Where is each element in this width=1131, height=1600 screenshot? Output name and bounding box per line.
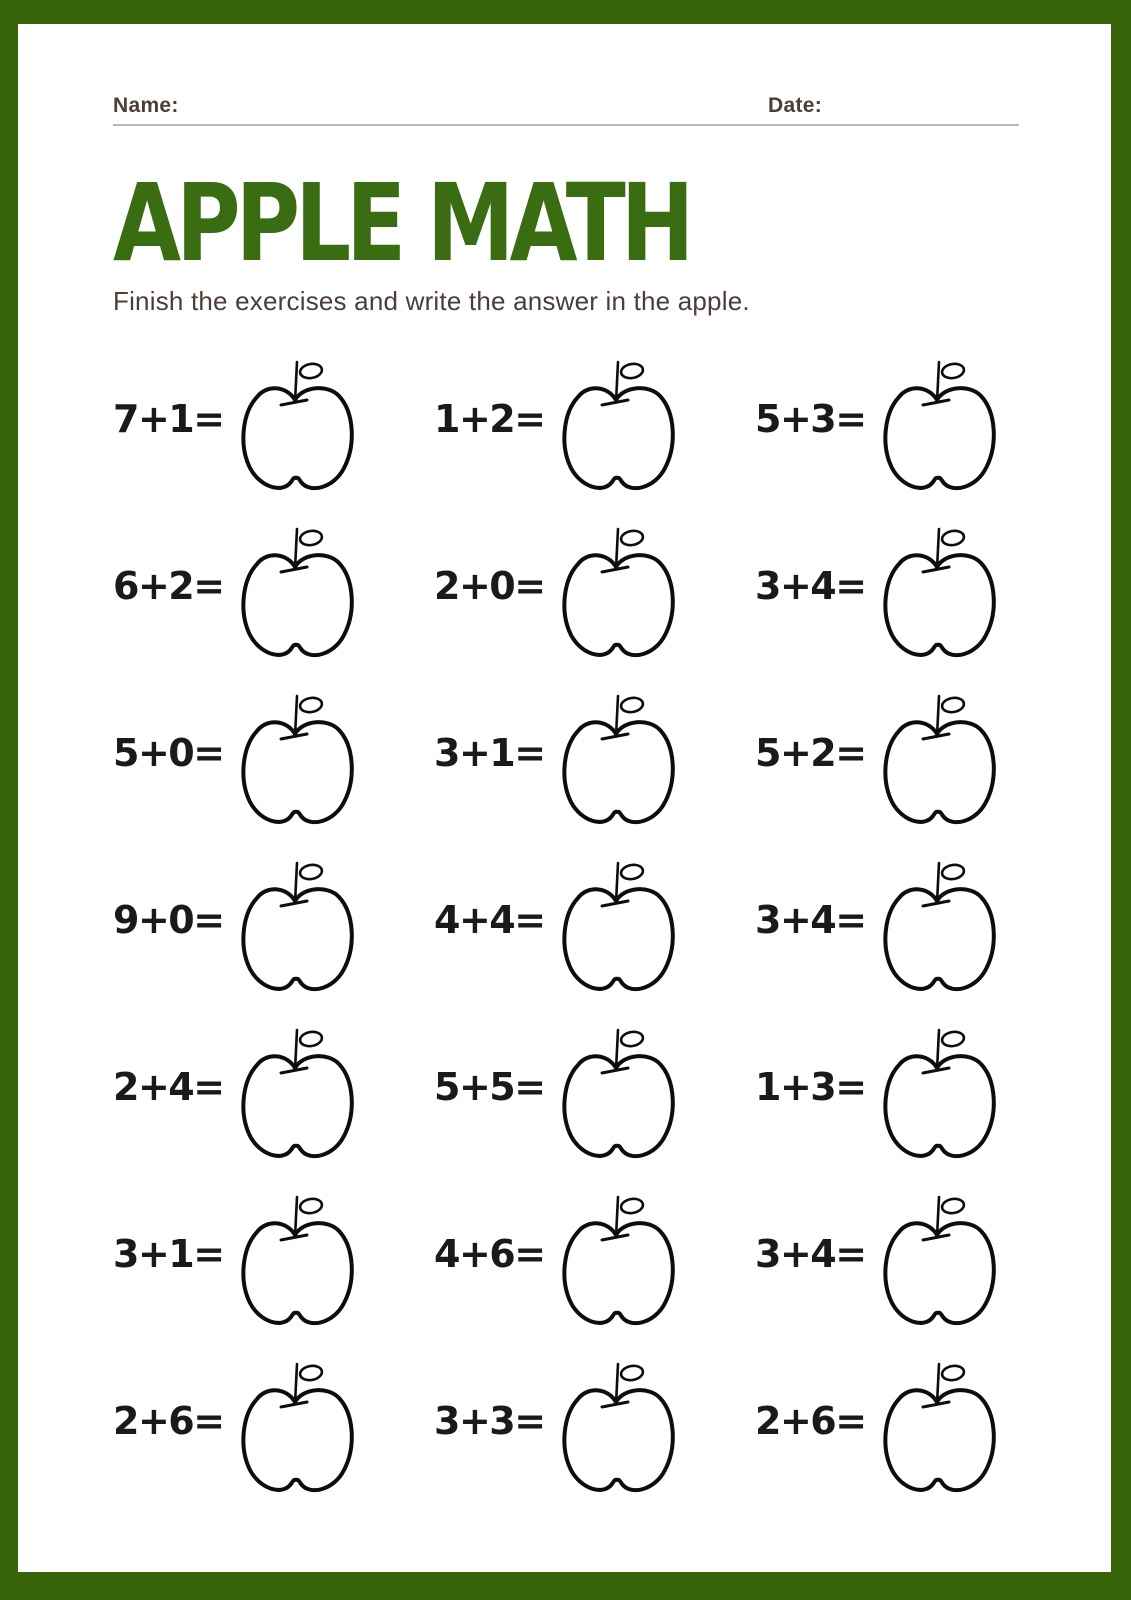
date-label: Date: (768, 94, 823, 117)
problem-expression: 7+1= (113, 396, 224, 441)
problem-cell (434, 510, 755, 677)
problem-cell (113, 510, 434, 677)
problem-expression: 5+2= (755, 730, 866, 775)
apple-outline-icon (879, 1191, 1001, 1333)
problem-cell (113, 844, 434, 1011)
apple-outline-icon (879, 1024, 1001, 1166)
problem-expression: 4+6= (434, 1231, 545, 1276)
problem-cell (434, 1178, 755, 1345)
apple-outline-icon (558, 356, 680, 498)
apple-outline-icon (237, 1024, 359, 1166)
problem-expression: 3+1= (434, 730, 545, 775)
apple-outline-icon (879, 690, 1001, 832)
problem-cell (113, 677, 434, 844)
problem-cell (755, 510, 1076, 677)
problem-cell (755, 1345, 1076, 1512)
problem-cell (113, 343, 434, 510)
apple-outline-icon (237, 857, 359, 999)
apple-outline-icon (558, 1358, 680, 1500)
problem-cell (755, 677, 1076, 844)
page-title: APPLE MATH (113, 159, 690, 286)
problem-cell (434, 1011, 755, 1178)
problem-expression: 3+1= (113, 1231, 224, 1276)
apple-outline-icon (558, 1191, 680, 1333)
problem-cell (755, 1011, 1076, 1178)
problem-expression: 3+4= (755, 563, 866, 608)
problem-cell (755, 844, 1076, 1011)
problem-expression: 2+4= (113, 1064, 224, 1109)
apple-outline-icon (558, 690, 680, 832)
apple-outline-icon (237, 356, 359, 498)
problem-expression: 5+0= (113, 730, 224, 775)
apple-outline-icon (558, 1024, 680, 1166)
problem-expression: 2+6= (113, 1398, 224, 1443)
problem-cell (755, 343, 1076, 510)
problem-expression: 3+3= (434, 1398, 545, 1443)
page-subtitle: Finish the exercises and write the answer in the apple. (113, 286, 750, 316)
apple-outline-icon (237, 1191, 359, 1333)
problem-expression: 5+5= (434, 1064, 545, 1109)
problem-expression: 6+2= (113, 563, 224, 608)
problem-cell (113, 1345, 434, 1512)
problem-cell (113, 1011, 434, 1178)
problem-expression: 3+4= (755, 1231, 866, 1276)
problem-expression: 4+4= (434, 897, 545, 942)
problem-expression: 5+3= (755, 396, 866, 441)
name-date-row (113, 94, 1019, 126)
problem-cell (434, 844, 755, 1011)
apple-outline-icon (237, 690, 359, 832)
problem-expression: 2+0= (434, 563, 545, 608)
problems-grid (113, 343, 1111, 1512)
apple-outline-icon (558, 523, 680, 665)
apple-outline-icon (879, 857, 1001, 999)
worksheet-content (18, 24, 1111, 1572)
problem-expression: 1+2= (434, 396, 545, 441)
problem-cell (755, 1178, 1076, 1345)
problem-cell (113, 1178, 434, 1345)
apple-outline-icon (558, 857, 680, 999)
problem-expression: 1+3= (755, 1064, 866, 1109)
problem-expression: 3+4= (755, 897, 866, 942)
problem-expression: 9+0= (113, 897, 224, 942)
name-label: Name: (113, 94, 179, 117)
apple-outline-icon (879, 1358, 1001, 1500)
problem-expression: 2+6= (755, 1398, 866, 1443)
problem-cell (434, 343, 755, 510)
apple-outline-icon (237, 523, 359, 665)
apple-outline-icon (237, 1358, 359, 1500)
apple-outline-icon (879, 356, 1001, 498)
problem-cell (434, 1345, 755, 1512)
problem-cell (434, 677, 755, 844)
apple-outline-icon (879, 523, 1001, 665)
